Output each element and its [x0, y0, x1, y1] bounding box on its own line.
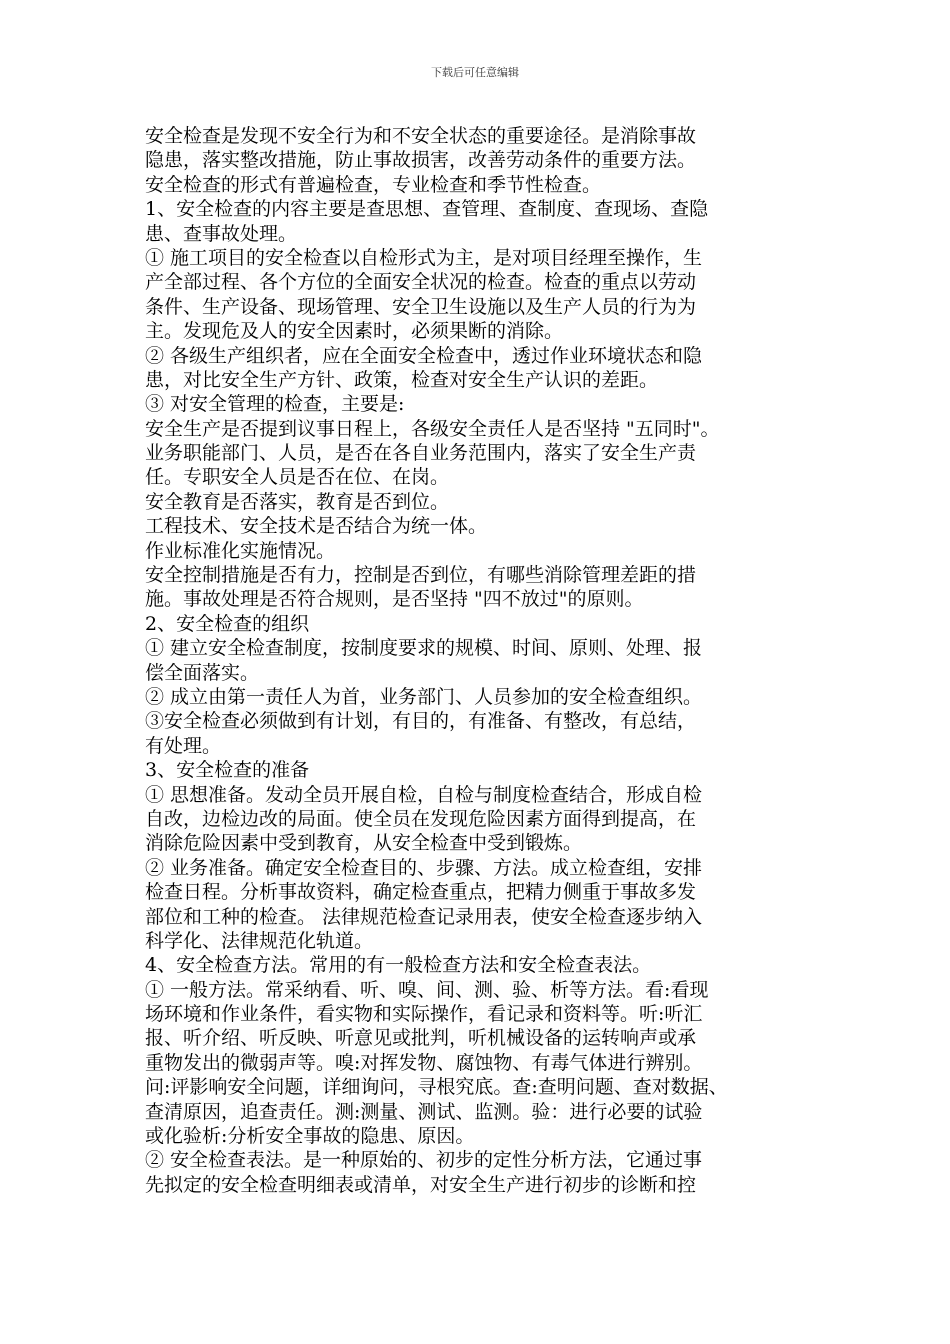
text-line: 安全控制措施是否有力，控制是否到位，有哪些消除管理差距的措	[145, 564, 697, 587]
text-line: ① 建立安全检查制度，按制度要求的规模、时间、原则、处理、报	[145, 637, 703, 660]
text-line: ② 业务准备。确定安全检查目的、步骤、方法。成立检查组，安排	[145, 856, 703, 879]
text-line: 工程技术、安全技术是否结合为统一体。	[145, 515, 488, 538]
text-line: ③ 对安全管理的检查，主要是:	[145, 393, 405, 416]
text-line: ① 施工项目的安全检查以自检形式为主，是对项目经理至操作，生	[145, 246, 703, 269]
text-line: 安全检查是发现不安全行为和不安全状态的重要途径。是消除事故	[145, 125, 697, 147]
text-line: 任。专职安全人员是否在位、在岗。	[145, 466, 450, 489]
text-line: 主。发现危及人的安全因素时，必须果断的消除。	[145, 320, 564, 343]
text-line: 重物发出的微弱声等。嗅:对挥发物、腐蚀物、有毒气体进行辨别。	[145, 1051, 703, 1074]
text-line: 施。事故处理是否符合规则，是否坚持 "四不放过"的原则。	[145, 588, 644, 611]
text-line: 产全部过程、各个方位的全面安全状况的检查。检查的重点以劳动	[145, 271, 697, 294]
text-line: 或化验析:分析安全事故的隐患、原因。	[145, 1125, 475, 1148]
text-line: 消除危险因素中受到教育，从安全检查中受到锻炼。	[145, 832, 583, 855]
section-heading-4: 4、安全检查方法。常用的有一般检查方法和安全检查表法。	[145, 954, 652, 977]
text-line: 自改，边检边改的局面。使全员在发现危险因素方面得到提高，在	[145, 807, 697, 830]
text-line: ② 成立由第一责任人为首，业务部门、人员参加的安全检查组织。	[145, 685, 703, 708]
text-line: 场环境和作业条件，看实物和实际操作，看记录和资料等。听:听汇	[145, 1003, 703, 1026]
text-line: ② 各级生产组织者，应在全面安全检查中，透过作业环境状态和隐	[145, 344, 703, 367]
text-line: 安全检查的形式有普遍检查，专业检查和季节性检查。	[145, 173, 602, 196]
text-line: ① 思想准备。发动全员开展自检，自检与制度检查结合，形成自检	[145, 783, 703, 806]
text-line: 部位和工种的检查。 法律规范检查记录用表，使安全检查逐步纳入	[145, 905, 703, 928]
text-line: ③安全检查必须做到有计划，有目的，有准备、有整改，有总结，	[145, 710, 697, 733]
text-line: 条件、生产设备、现场管理、安全卫生设施以及生产人员的行为为	[145, 295, 697, 318]
text-line: 作业标准化实施情况。	[145, 539, 336, 562]
section-heading-1: 1、安全检查的内容主要是查思想、查管理、查制度、查现场、查隐	[145, 198, 709, 221]
text-line: 查清原因，追查责任。测:测量、测试、监测。验：进行必要的试验	[145, 1100, 703, 1123]
text-line: 检查日程。分析事故资料，确定检查重点，把精力侧重于事故多发	[145, 881, 697, 904]
text-line: 问:评影响安全问题，详细询问，寻根究底。查:查明问题、查对数据、	[145, 1076, 728, 1099]
text-line: 有处理。	[145, 734, 222, 757]
text-line: 患、查事故处理。	[145, 222, 298, 245]
section-heading-3: 3、安全检查的准备	[145, 759, 310, 782]
text-line: ② 安全检查表法。是一种原始的、初步的定性分析方法，它通过事	[145, 1149, 703, 1172]
text-line: 安全教育是否落实，教育是否到位。	[145, 490, 450, 513]
page-header: 下载后可任意编辑	[431, 66, 519, 79]
text-line: ① 一般方法。常采纳看、听、嗅、间、测、验、析等方法。看:看现	[145, 978, 709, 1001]
text-line: 隐患，落实整改措施，防止事故损害，改善劳动条件的重要方法。	[145, 149, 697, 172]
text-line: 偿全面落实。	[145, 661, 260, 684]
document-body	[145, 124, 825, 1197]
section-heading-2: 2、安全检查的组织	[145, 612, 310, 635]
text-line: 科学化、法律规范化轨道。	[145, 929, 374, 952]
text-line: 安全生产是否提到议事日程上，各级安全责任人是否坚持 "五同时"。	[145, 417, 720, 440]
text-line: 患，对比安全生产方针、政策，检查对安全生产认识的差距。	[145, 368, 659, 391]
text-line: 先拟定的安全检查明细表或清单，对安全生产进行初步的诊断和控	[145, 1173, 697, 1196]
text-line: 业务职能部门、人员，是否在各自业务范围内，落实了安全生产责	[145, 442, 697, 465]
text-line: 报、听介绍、听反映、听意见或批判，听机械设备的运转响声或承	[145, 1027, 697, 1050]
